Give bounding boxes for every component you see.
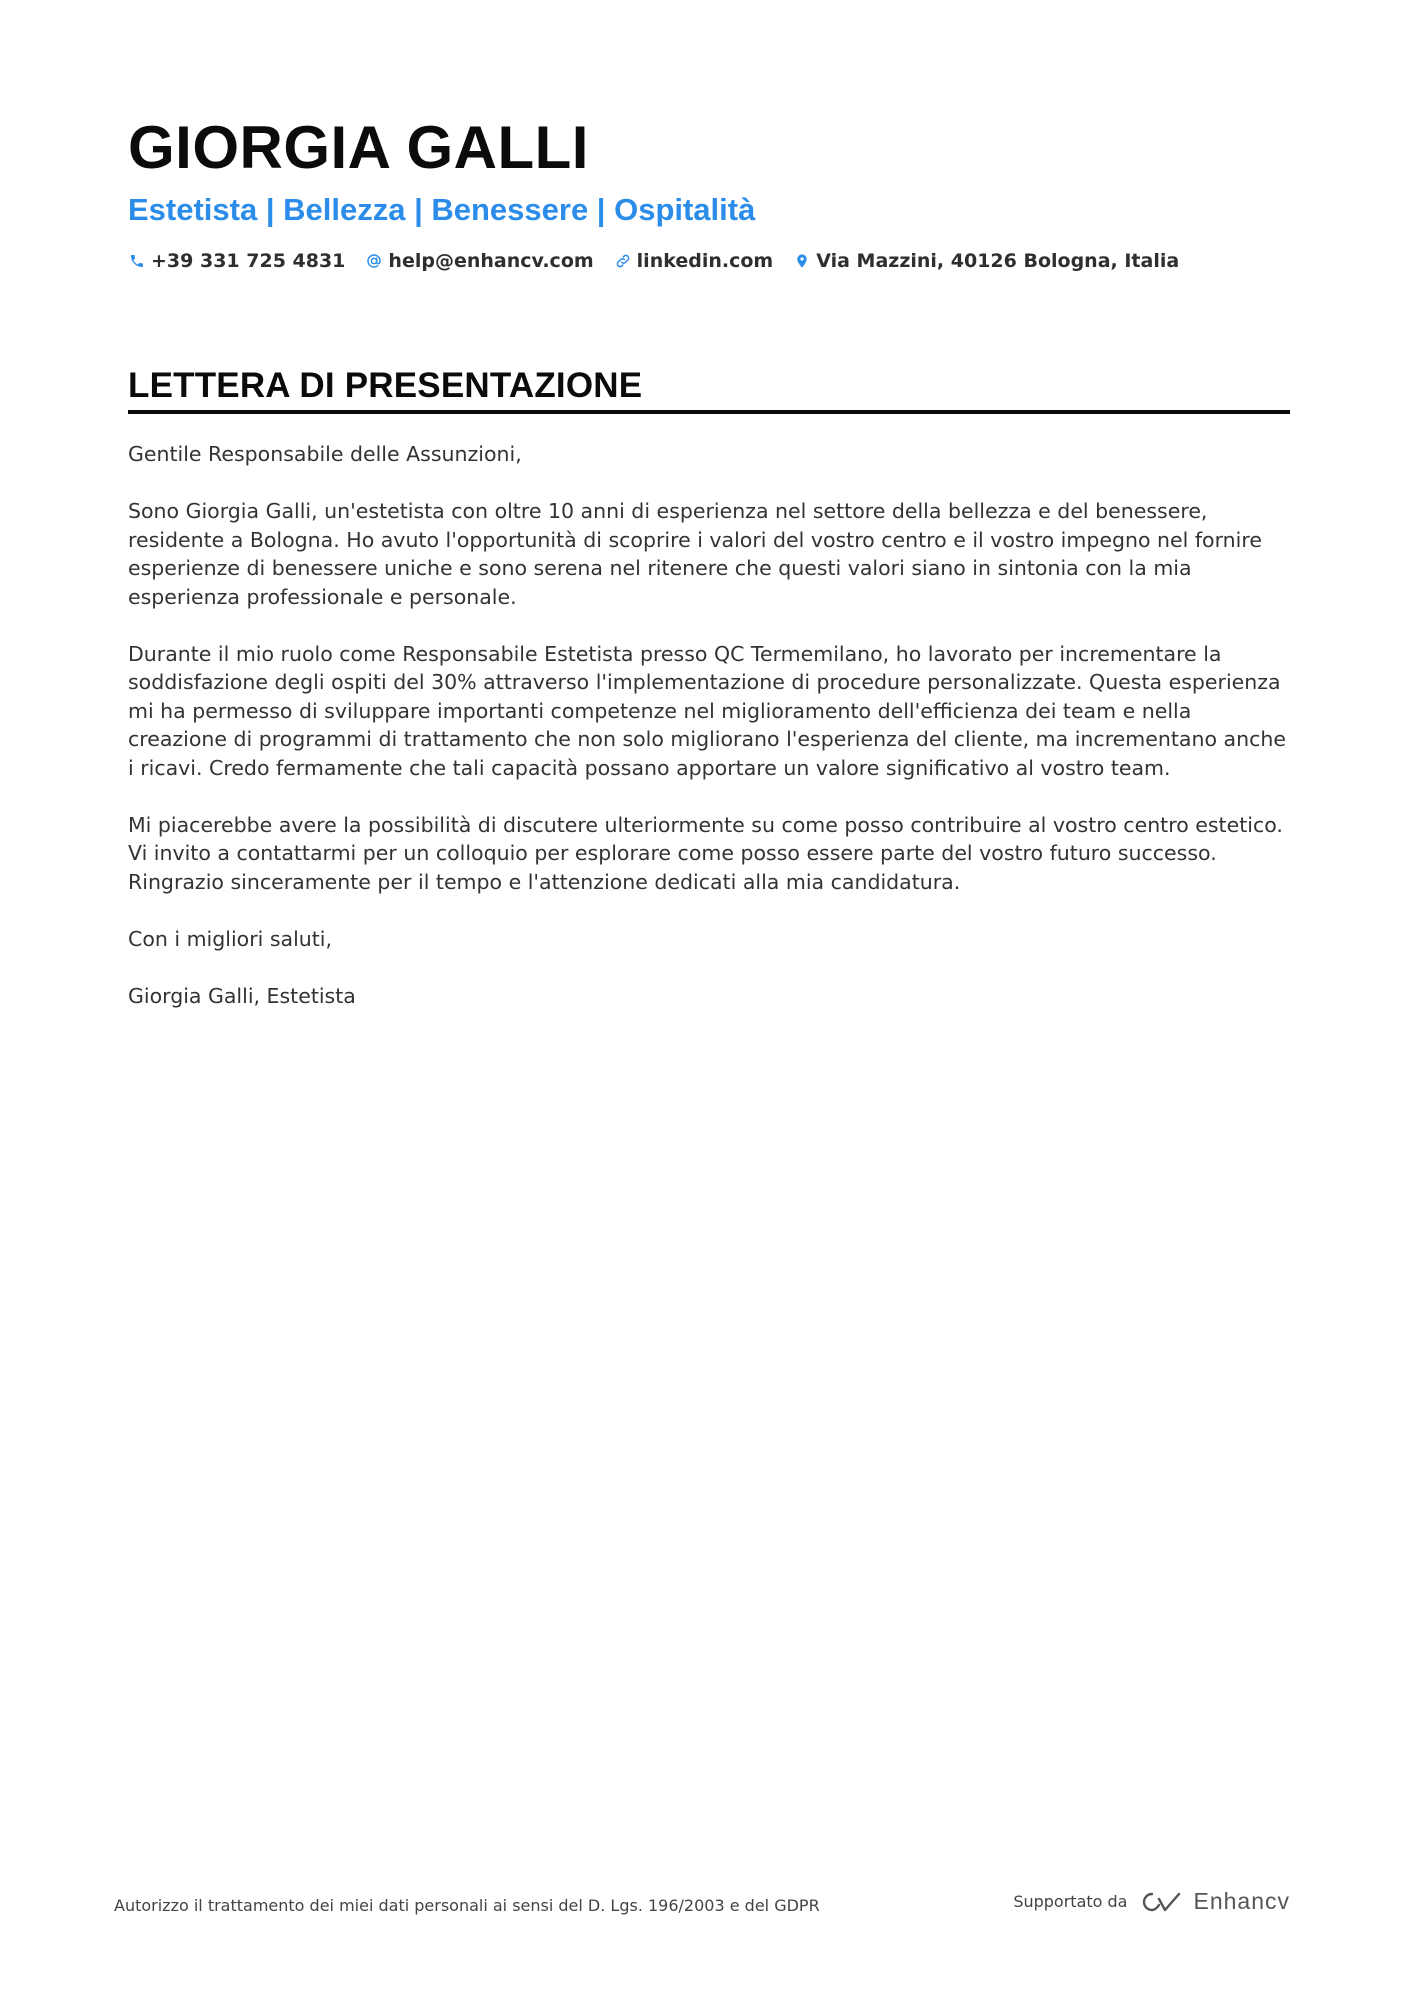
letter-paragraph: Durante il mio ruolo come Responsabile Estetista presso QC Termemilano, ho lavorato per incrementare la soddisfazione degli ospiti del 30% attraverso l'implementazione di procedure personalizzate. Questa esperienza mi ha permesso di sviluppare importanti competenze nel miglioramento dell'efficienza dei team e nella creazione di programmi di trattamento che non solo migliorano l'esperienza del cliente, ma incrementano anche i ricavi. Credo fermamente che tali capacità possano apportare un valore significativo al vostro team. xyxy=(128,641,1286,780)
contact-bar xyxy=(128,250,1290,272)
letter-closing: Con i migliori saluti, xyxy=(128,926,333,951)
phone-icon xyxy=(128,252,146,270)
footer-consent: Autorizzo il trattamento dei miei dati personali ai sensi del D. Lgs. 196/2003 e del GDPR xyxy=(114,1896,820,1915)
contact-link[interactable] xyxy=(614,250,774,272)
contact-email[interactable] xyxy=(365,250,593,272)
candidate-name: GIORGIA GALLI xyxy=(128,114,589,181)
section-divider xyxy=(128,410,1290,414)
section-title: LETTERA DI PRESENTAZIONE xyxy=(128,366,643,405)
enhancv-logo-icon xyxy=(1139,1890,1183,1914)
location-text: Via Mazzini, 40126 Bologna, Italia xyxy=(816,250,1180,272)
brand-name: Enhancv xyxy=(1193,1888,1290,1914)
link-text[interactable]: linkedin.com xyxy=(636,250,774,272)
contact-location xyxy=(793,250,1179,272)
letter-paragraph: Mi piacerebbe avere la possibilità di discutere ulteriormente su come posso contribuire al vostro centro estetico. Vi invito a contattarmi per un colloquio per esplorare come posso essere parte del vostro futuro successo. Ringrazio sinceramente per il tempo e l'attenzione dedicati alla mia candidatura. xyxy=(128,812,1283,894)
map-pin-icon xyxy=(793,252,811,270)
header xyxy=(128,112,1290,272)
letter-paragraph: Sono Giorgia Galli, un'estetista con oltre 10 anni di esperienza nel settore della bellezza e del benessere, residente a Bologna. Ho avuto l'opportunità di scoprire i valori del vostro centro e il vostro impegno nel fornire esperienze di benessere uniche e sono serena nel ritenere che questi valori siano in sintonia con la mia esperienza professionale e personale. xyxy=(128,499,1262,609)
at-icon xyxy=(365,252,383,270)
footer-powered-by[interactable] xyxy=(1013,1888,1290,1915)
contact-phone xyxy=(128,250,345,272)
candidate-headline: Estetista | Bellezza | Benessere | Ospitalità xyxy=(128,192,756,227)
letter-salutation: Gentile Responsabile delle Assunzioni, xyxy=(128,442,522,466)
link-icon xyxy=(614,252,632,270)
letter-signature: Giorgia Galli, Estetista xyxy=(128,983,356,1008)
email-text[interactable]: help@enhancv.com xyxy=(388,250,594,272)
letter-body xyxy=(128,440,1290,1039)
phone-text: +39 331 725 4831 xyxy=(151,250,346,272)
powered-by-label: Supportato da xyxy=(1013,1892,1128,1911)
